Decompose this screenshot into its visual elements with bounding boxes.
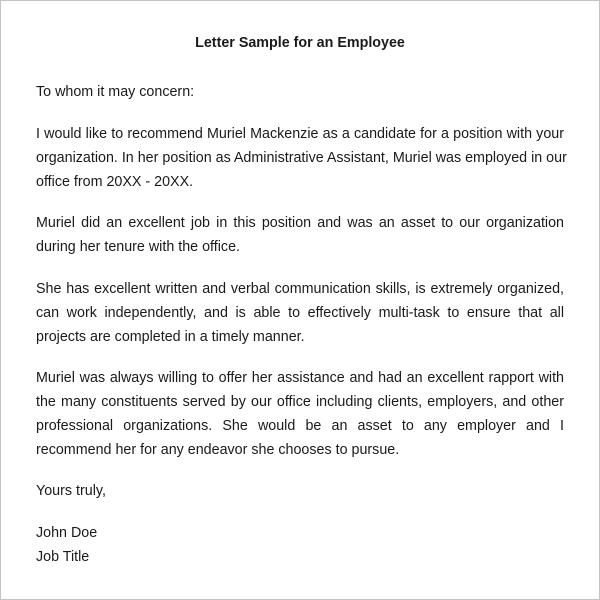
letter-title: Letter Sample for an Employee — [195, 35, 405, 51]
paragraph-4-line: the many constituents served by our office including clients, employers, and other — [36, 394, 564, 410]
paragraph-2-line: during her tenure with the office. — [36, 239, 240, 255]
salutation: To whom it may concern: — [36, 84, 195, 100]
paragraph-1-line: I would like to recommend Muriel Mackenzie as a candidate for a position with your — [36, 126, 564, 142]
paragraph-3-line: She has excellent written and verbal communication skills, is extremely organized, — [36, 281, 564, 297]
paragraph-4-line: recommend her for any endeavor she chooses to pursue. — [36, 442, 400, 458]
signer-name: John Doe — [36, 525, 98, 541]
paragraph-1-line: organization. In her position as Administrative Assistant, Muriel was employed in our — [36, 150, 567, 166]
paragraph-2-line: Muriel did an excellent job in this position and was an asset to our organization — [36, 215, 564, 231]
signer-title: Job Title — [36, 549, 90, 565]
paragraph-3-line: can work independently, and is able to effectively multi-task to ensure that all — [36, 305, 564, 321]
paragraph-3-line: projects are completed in a timely manner. — [36, 329, 305, 345]
paragraph-1-line: office from 20XX - 20XX. — [36, 174, 194, 190]
closing: Yours truly, — [36, 483, 106, 499]
paragraph-4-line: Muriel was always willing to offer her assistance and had an excellent rapport with — [36, 370, 564, 386]
paragraph-4-line: professional organizations. She would be an asset to any employer and I — [36, 418, 564, 434]
